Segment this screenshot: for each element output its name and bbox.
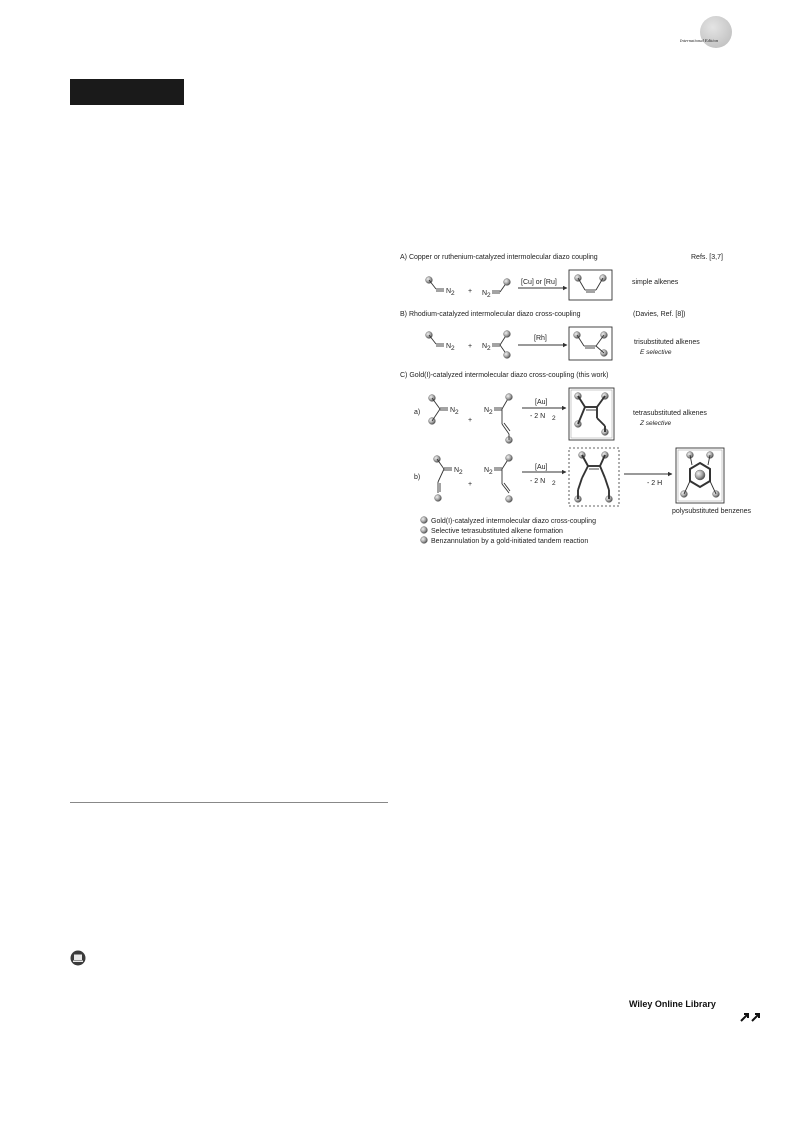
svg-text:N: N [482,343,488,350]
plus-sign: + [468,288,473,295]
diazo-reagent-left [434,456,463,502]
diazo-reagent-left [426,332,455,352]
highlights-list [421,517,596,545]
catalyst-label: [Au] [535,464,548,471]
svg-text:N: N [446,288,452,295]
plus-sign: + [468,343,473,350]
intermediate-dashed-box [569,448,619,506]
highlight-item: Gold(I)-catalyzed intermolecular diazo cross-coupling [431,518,596,525]
row-a-label: a) [414,409,421,416]
catalyst-label: [Au] [535,399,548,406]
diazo-reagent-right [482,331,510,359]
section-c-title: C) Gold(I)-catalyzed intermolecular diazo cross-coupling (this work) [400,372,609,379]
product-box-trisubstituted-alkene [569,327,612,360]
row-b-label: b) [414,474,421,481]
svg-text:N: N [454,467,460,474]
double-arrow-icon [740,1011,762,1023]
product-label-z-selective: Z selective [640,420,672,427]
row-a [414,388,707,443]
plus-sign: + [468,417,473,424]
svg-text:N: N [484,407,490,414]
svg-text:N: N [482,290,488,297]
svg-text:2: 2 [489,469,493,476]
reaction-scheme [400,250,751,560]
svg-text:2: 2 [459,469,463,476]
catalyst-label: [Rh] [534,335,547,342]
diazo-reagent-right [482,279,510,299]
svg-text:2: 2 [489,409,493,416]
section-a-refs: Refs. [3,7] [691,254,723,261]
diazo-reagent-left [426,277,455,297]
svg-text:2: 2 [451,290,455,297]
product-label-trisubstituted: trisubstituted alkenes [634,339,700,346]
svg-text:N: N [446,343,452,350]
diazo-reagent-left [429,395,459,425]
product-box-benzene [676,448,724,503]
journal-seal-icon [700,16,732,48]
byproduct-label: - 2 N [530,413,546,420]
supporting-info-icon[interactable] [70,950,86,966]
journal-edition-label: International Edition [680,38,719,43]
section-a [400,254,723,300]
diazo-reagent-right [484,394,512,444]
product-label-e-selective: E selective [640,349,672,356]
highlight-item: Benzannulation by a gold-initiated tandem reaction [431,538,589,545]
aromatization-label: - 2 H [647,480,663,487]
section-b-title: B) Rhodium-catalyzed intermolecular diazo cross-coupling [400,311,581,318]
wiley-online-library-label[interactable]: Wiley Online Library [629,999,716,1009]
svg-text:2: 2 [451,345,455,352]
product-label-benzenes: polysubstituted benzenes [672,508,751,515]
svg-text:N: N [450,407,456,414]
product-label-tetrasubstituted: tetrasubstituted alkenes [633,410,707,417]
row-b [414,448,751,515]
footnote-divider [70,802,388,803]
highlight-item: Selective tetrasubstituted alkene formation [431,528,563,535]
byproduct-label: - 2 N [530,478,546,485]
svg-text:2: 2 [487,345,491,352]
section-b-refs: (Davies, Ref. [8]) [633,311,686,318]
section-header-badge [70,79,184,105]
plus-sign: + [468,481,473,488]
svg-text:2: 2 [552,415,556,422]
svg-text:2: 2 [455,409,459,416]
svg-text:2: 2 [487,292,491,299]
svg-text:2: 2 [552,480,556,487]
product-box-tetrasubstituted-alkene [569,388,614,440]
section-a-title: A) Copper or ruthenium-catalyzed intermolecular diazo coupling [400,254,598,261]
section-b [400,311,700,360]
product-box-simple-alkene [569,270,612,300]
product-label-simple-alkenes: simple alkenes [632,279,679,286]
svg-text:N: N [484,467,490,474]
diazo-reagent-right [484,455,512,503]
catalyst-label: [Cu] or [Ru] [521,279,557,286]
section-c [400,372,751,545]
